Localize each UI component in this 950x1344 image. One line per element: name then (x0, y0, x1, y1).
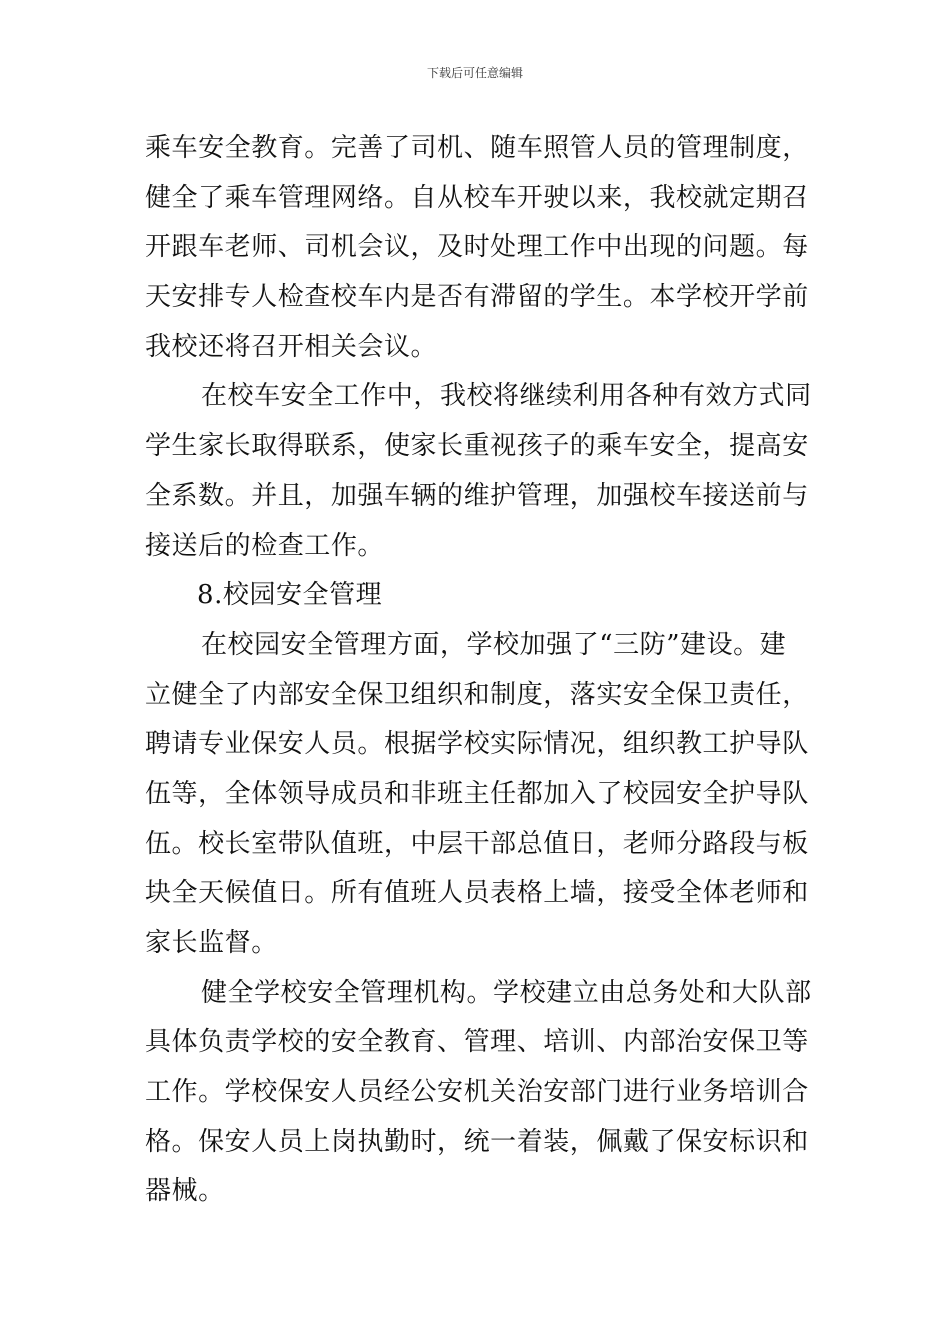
text-line: 立健全了内部安全保卫组织和制度，落实安全保卫责任， (145, 679, 809, 710)
section-heading-text: 8.校园安全管理 (197, 580, 383, 611)
text-line: 乘车安全教育。完善了司机、随车照管人员的管理制度， (145, 133, 809, 163)
text-line: 健全了乘车管理网络。自从校车开驶以来，我校就定期召 (145, 182, 809, 213)
text-line: 伍。校长室带队值班，中层干部总值日，老师分路段与板 (145, 828, 809, 859)
text-line: 我校还将召开相关会议。 (145, 331, 438, 362)
text-line: 在校车安全工作中，我校将继续利用各种有效方式同 (201, 381, 812, 412)
text-line: 接送后的检查工作。 (145, 530, 384, 561)
text-line: 具体负责学校的安全教育、管理、培训、内部治安保卫等 (145, 1027, 809, 1058)
paragraph-school-bus-management (145, 124, 809, 372)
text-line: 伍等，全体领导成员和非班主任都加入了校园安全护导队 (145, 778, 809, 809)
text-line: 开跟车老师、司机会议，及时处理工作中出现的问题。每 (145, 232, 809, 263)
text-line: 健全学校安全管理机构。学校建立由总务处和大队部 (201, 977, 812, 1008)
text-line: 格。保安人员上岗执勤时，统一着装，佩戴了保安标识和 (145, 1126, 809, 1157)
section-heading (145, 571, 809, 621)
text-line: 在校园安全管理方面，学校加强了“三防”建设。建 (201, 629, 787, 660)
text-line: 器械。 (145, 1176, 225, 1207)
text-line: 天安排专人检查校车内是否有滞留的学生。本学校开学前 (145, 282, 809, 313)
text-line: 工作。学校保安人员经公安机关治安部门进行业务培训合 (145, 1077, 809, 1108)
text-line: 聘请专业保安人员。根据学校实际情况，组织教工护导队 (145, 729, 809, 760)
paragraph-campus-safety (145, 621, 809, 969)
paragraph-safety-organization (145, 969, 812, 1217)
paragraph-bus-safety-work (145, 372, 812, 571)
text-line: 家长监督。 (145, 928, 278, 958)
document-body (145, 124, 812, 1217)
text-line: 学生家长取得联系，使家长重视孩子的乘车安全，提高安 (145, 431, 809, 462)
text-line: 块全天候值日。所有值班人员表格上墙，接受全体老师和 (145, 878, 809, 909)
text-line: 全系数。并且，加强车辆的维护管理，加强校车接送前与 (145, 480, 809, 511)
page-header: 下载后可任意编辑 (426, 66, 523, 80)
